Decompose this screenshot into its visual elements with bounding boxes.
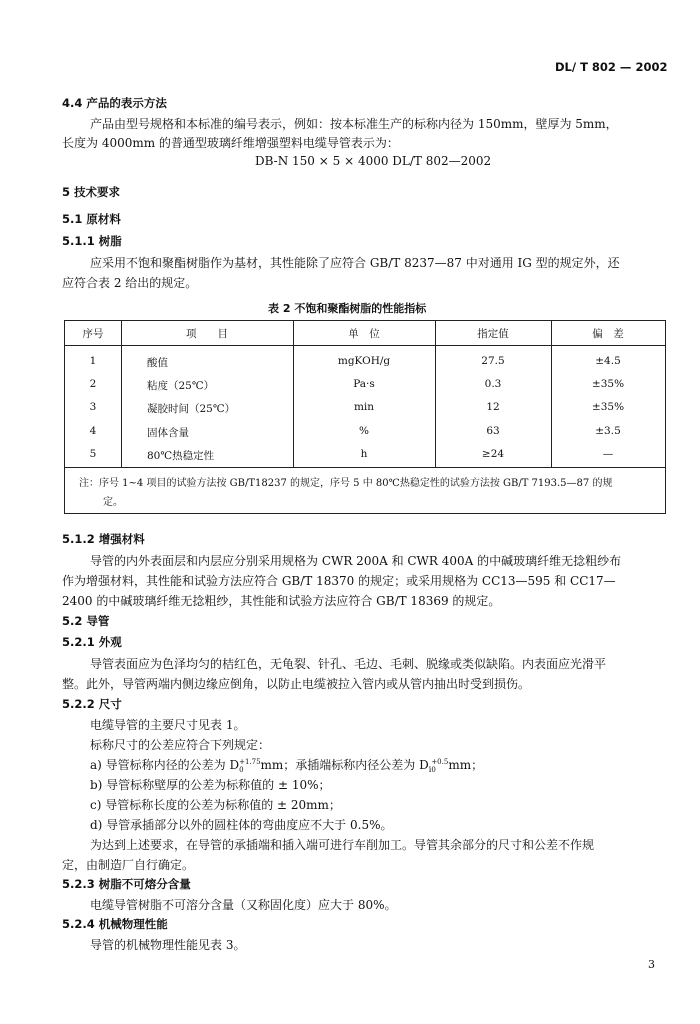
- row-tolerance: ±35%: [591, 401, 625, 413]
- row-value: 0.3: [484, 378, 502, 390]
- item-a-text-1: a) 导管标称内径的公差为 D: [90, 758, 240, 772]
- row-value: 12: [486, 401, 500, 413]
- row-item: 80℃热稳定性: [147, 450, 215, 462]
- row-tolerance: ±4.5: [595, 355, 621, 367]
- page-number: 3: [648, 958, 655, 971]
- row-unit: h: [360, 448, 368, 460]
- row-tolerance: —: [602, 448, 614, 460]
- s522-item-d: d) 导管承插部分以外的圆柱体的弯曲度应不大于 0.5%。: [90, 818, 393, 832]
- table2-note-line1: 注：序号 1~4 项目的试验方法按 GB/T18237 的规定，序号 5 中 80℃热稳定性的试验方法按 GB/T 7193.5—87 的规: [79, 478, 613, 489]
- s522-line1: 电缆导管的主要尺寸见表 1。: [90, 718, 246, 732]
- s522-line4: 定，由制造厂自行确定。: [62, 858, 195, 872]
- s521-line1: 导管表面应为色泽均匀的桔红色，无龟裂、针孔、毛边、毛刺、脱缘或类似缺陷。内表面应光滑平: [90, 657, 607, 671]
- table2-header-unit: 单 位: [348, 328, 380, 340]
- row-tolerance: ±35%: [591, 378, 625, 390]
- s522-item-c: c) 导管标称长度的公差为标称值的 ± 20mm；: [90, 798, 341, 812]
- item-a-sub-i: i: [428, 765, 432, 774]
- row-no: 1: [89, 355, 97, 367]
- section-4-4-heading: 4.4 产品的表示方法: [62, 96, 167, 110]
- section-5-2-heading: 5.2 导管: [62, 614, 110, 628]
- item-a-sub2: 0: [431, 765, 436, 774]
- table2-header-item: 项 目: [186, 328, 228, 340]
- s523-line1: 电缆导管树脂不可溶分含量（又称固化度）应大于 80%。: [90, 898, 397, 912]
- s44-line2: 长度为 4000mm 的普通型玻璃纤维增强塑料电缆导管表示为：: [62, 136, 399, 150]
- row-item: 粘度（25℃）: [147, 380, 215, 392]
- section-5-1-heading: 5.1 原材料: [62, 212, 121, 226]
- row-item: 酸值: [147, 357, 168, 369]
- row-no: 2: [89, 378, 97, 390]
- s521-line2: 整。此外，导管两端内侧边缘应倒角，以防止电缆被拉入管内或从管内抽出时受到损伤。: [62, 677, 531, 691]
- table2-header-value: 指定值: [477, 328, 509, 340]
- s512-line2: 作为增强材料，其性能和试验方法应符合 GB/T 18370 的规定；或采用规格为 CC13—595 和 CC17—: [62, 574, 616, 588]
- row-unit: %: [359, 425, 369, 437]
- section-5-2-3-heading: 5.2.3 树脂不可熔分含量: [62, 877, 191, 891]
- s522-line3: 为达到上述要求，在导管的承插端和插入端可进行车削加工。导管其余部分的尺寸和公差不作规: [90, 838, 595, 852]
- row-value: ≥24: [481, 448, 505, 460]
- row-item: 凝胶时间（25℃）: [147, 403, 236, 415]
- standard-number: DL/ T 802 — 2002: [555, 60, 668, 74]
- row-no: 3: [89, 401, 97, 413]
- item-a-text-3: mm；: [448, 758, 484, 772]
- section-5-1-1-heading: 5.1.1 树脂: [62, 234, 122, 248]
- row-tolerance: ±3.5: [595, 425, 621, 437]
- row-value: 63: [486, 425, 500, 437]
- s512-line1: 导管的内外表面层和内层应分别采用规格为 CWR 200A 和 CWR 400A 的中碱玻璃纤维无捻粗纱布: [90, 554, 622, 568]
- s511-line2: 应符合表 2 给出的规定。: [62, 276, 198, 290]
- item-a-sup2: +0.5: [431, 757, 449, 766]
- row-unit: mgKOH/g: [337, 355, 391, 367]
- table2-header-no: 序号: [82, 328, 104, 340]
- section-5-1-2-heading: 5.1.2 增强材料: [62, 532, 145, 546]
- row-item: 固体含量: [147, 427, 189, 439]
- section-5-2-1-heading: 5.2.1 外观: [62, 635, 122, 649]
- table2: [64, 320, 666, 514]
- row-value: 27.5: [481, 355, 505, 367]
- table2-note-line2: 定。: [103, 497, 123, 508]
- item-a-sub1: 0: [239, 765, 244, 774]
- s512-line3: 2400 的中碱玻璃纤维无捻粗纱，其性能和试验方法应符合 GB/T 18369 的规定。: [62, 594, 501, 608]
- s511-line1: 应采用不饱和聚酯树脂作为基材，其性能除了应符合 GB/T 8237—87 中对通用 IG 型的规定外，还: [90, 256, 620, 270]
- section-5-2-4-heading: 5.2.4 机械物理性能: [62, 917, 168, 931]
- s524-line1: 导管的机械物理性能见表 3。: [90, 938, 246, 952]
- section-5-heading: 5 技术要求: [62, 185, 121, 199]
- section-5-2-2-heading: 5.2.2 尺寸: [62, 697, 122, 711]
- table2-header-tolerance: 偏 差: [592, 328, 624, 340]
- row-no: 4: [89, 425, 97, 437]
- s522-line2: 标称尺寸的公差应符合下列规定：: [90, 738, 271, 752]
- item-a-sup1: +1.75: [239, 757, 261, 766]
- row-unit: Pa·s: [353, 378, 375, 390]
- s44-line1: 产品由型号规格和本标准的编号表示，例如：按本标准生产的标称内径为 150mm，壁厚为 5mm，: [90, 117, 618, 131]
- item-a-text-2: mm；承插端标称内径公差为 D: [260, 758, 429, 772]
- row-unit: min: [353, 401, 375, 413]
- s44-example: DB-N 150 × 5 × 4000 DL/T 802—2002: [255, 154, 492, 168]
- s522-item-a: [90, 756, 483, 774]
- s522-item-b: b) 导管标称壁厚的公差为标称值的 ± 10%；: [90, 778, 331, 792]
- row-no: 5: [89, 448, 97, 460]
- table2-caption: 表 2 不饱和聚酯树脂的性能指标: [268, 302, 427, 315]
